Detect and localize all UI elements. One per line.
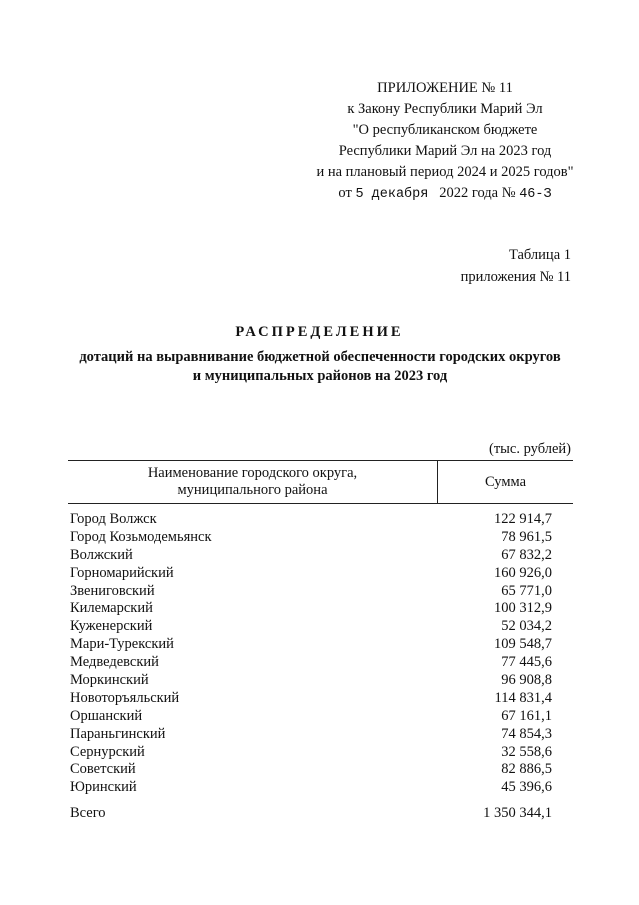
table-row: [70, 636, 552, 654]
row-name: Моркинский: [70, 672, 149, 689]
row-value: 122 914,7: [494, 511, 552, 527]
row-name: Оршанский: [70, 707, 143, 724]
table-row: [70, 583, 552, 601]
table-row: [70, 547, 552, 565]
row-value: 114 831,4: [494, 689, 552, 706]
total-row: [70, 805, 552, 822]
header-name-line2: муниципального района: [177, 482, 328, 498]
table-body: [70, 511, 552, 797]
total-label: Всего: [70, 805, 106, 821]
appendix-header: [300, 78, 590, 205]
row-value: 160 926,0: [494, 564, 552, 581]
row-value: 82 886,5: [501, 761, 552, 778]
row-name: Юринский: [70, 779, 137, 796]
row-name: Медведевский: [70, 654, 159, 671]
table-header: [68, 460, 573, 504]
units-label: (тыс. рублей): [489, 441, 571, 457]
table-row: [70, 761, 552, 779]
row-name: Звениговский: [70, 582, 155, 599]
appendix-law-name-line3: и на плановый период 2024 и 2025 годов": [316, 164, 574, 180]
table-row: [70, 600, 552, 618]
appendix-law-name-line2: Республики Марий Эл на 2023 год: [338, 143, 552, 159]
row-name: Город Козьмодемьянск: [70, 528, 212, 545]
table-ref-line2: приложения № 11: [460, 269, 571, 285]
header-name-column: [68, 461, 438, 503]
table-reference: [461, 244, 571, 288]
row-value: 109 548,7: [494, 636, 552, 653]
row-value: 100 312,9: [494, 600, 552, 617]
row-value: 78 961,5: [501, 528, 552, 545]
header-name-line1: Наименование городского округа,: [147, 465, 358, 481]
number-prefix: №: [501, 185, 516, 201]
table-ref-line1: Таблица 1: [508, 247, 571, 263]
table-row: [70, 529, 552, 547]
row-name: Горномарийский: [70, 564, 174, 581]
row-value: 32 558,6: [501, 743, 552, 760]
row-value: 45 396,6: [501, 779, 552, 796]
row-name: Килемарский: [70, 600, 153, 617]
header-sum-column: Сумма: [484, 473, 527, 490]
date-prefix: от: [338, 185, 352, 201]
total-value: 1 350 344,1: [483, 805, 552, 821]
row-value: 96 908,8: [501, 672, 552, 689]
table-row: [70, 779, 552, 797]
table-row: [70, 708, 552, 726]
row-name: Куженерский: [70, 618, 153, 635]
row-value: 65 771,0: [501, 582, 552, 599]
row-value: 74 854,3: [501, 725, 552, 742]
appendix-date-line: [300, 183, 590, 205]
appendix-law-name-line1: "О республиканском бюджете: [352, 122, 538, 138]
row-name: Город Волжск: [70, 511, 157, 527]
appendix-law-line: к Закону Республики Марий Эл: [347, 101, 543, 117]
subtitle-line1: дотаций на выравнивание бюджетной обеспеченности городских округов: [79, 349, 561, 365]
row-value: 52 034,2: [501, 618, 552, 635]
row-value: 77 445,6: [501, 654, 552, 671]
table-row: [70, 726, 552, 744]
table-row: [70, 618, 552, 636]
date-year: 2022 года: [439, 185, 499, 201]
row-value: 67 161,1: [501, 707, 552, 724]
table-row: [70, 690, 552, 708]
table-row: [70, 744, 552, 762]
row-name: Новоторъяльский: [70, 689, 180, 706]
document-subtitle: [60, 348, 580, 386]
subtitle-line2: и муниципальных районов на 2023 год: [192, 368, 448, 384]
table-row: [70, 654, 552, 672]
table-row: [70, 565, 552, 583]
date-typed: 5 декабря: [355, 187, 429, 202]
row-name: Сернурский: [70, 743, 145, 760]
law-number: 46-З: [519, 187, 552, 202]
table-row: [70, 511, 552, 529]
row-name: Советский: [70, 761, 136, 778]
row-name: Мари-Турекский: [70, 636, 174, 653]
table-row: [70, 672, 552, 690]
row-name: Волжский: [70, 546, 133, 563]
row-name: Параньгинский: [70, 725, 166, 742]
document-title: РАСПРЕДЕЛЕНИЕ: [235, 324, 404, 340]
appendix-title: ПРИЛОЖЕНИЕ № 11: [377, 80, 513, 96]
row-value: 67 832,2: [501, 546, 552, 563]
